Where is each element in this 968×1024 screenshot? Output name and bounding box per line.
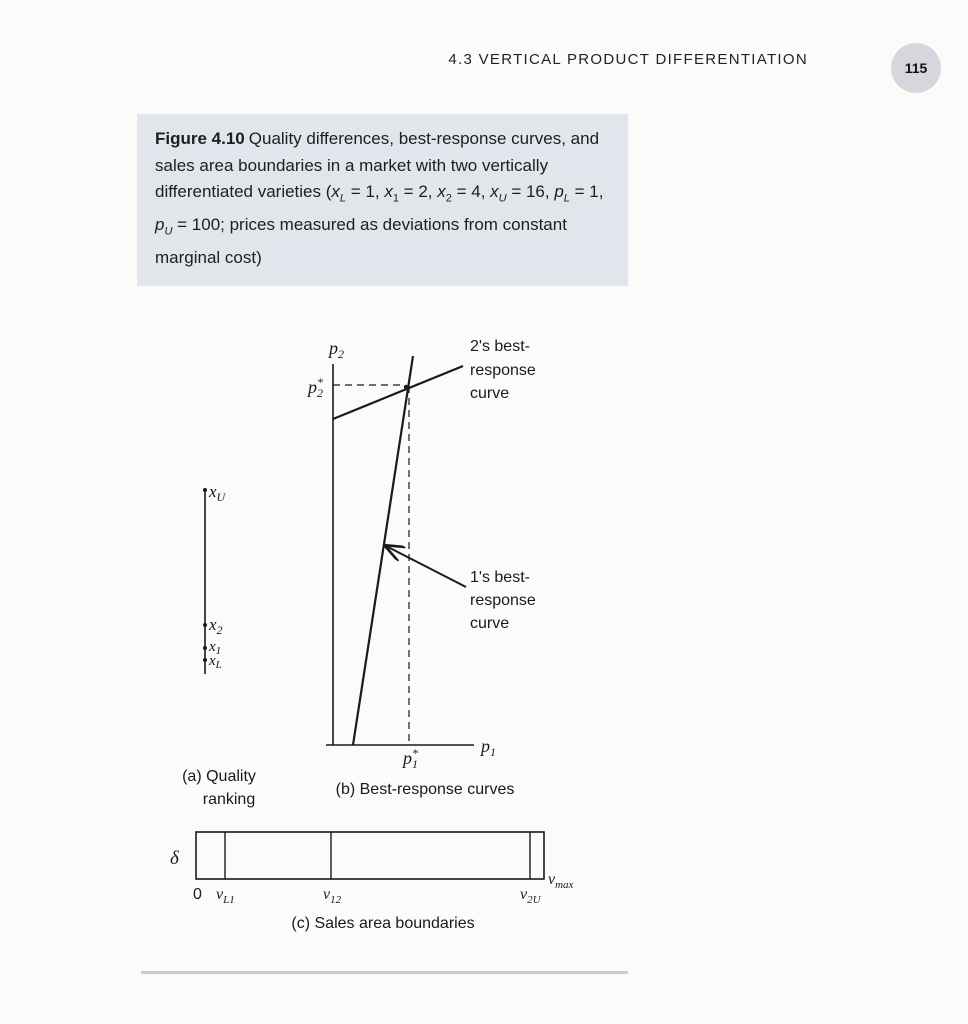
quality-point-xU <box>203 482 227 504</box>
param-xL-sub: L <box>339 192 347 205</box>
curve-1-label-line2: response <box>470 592 536 609</box>
curve-1-label <box>470 569 536 632</box>
curve-1-pointer-arrow-icon <box>386 546 466 587</box>
panel-a-caption-line1: (a) Quality <box>182 768 256 785</box>
figure-bottom-rule <box>141 971 628 974</box>
curve-2-label-line3: curve <box>470 385 510 402</box>
quality-point-dot <box>203 488 207 492</box>
figure-title: Quality differences, best-response curves, and sales area boundaries in a market with two vertically differentiated varieties <box>155 129 600 201</box>
param-xU-var: x <box>490 182 499 201</box>
quality-point-label: $x_2$ <box>209 615 223 637</box>
params-open: ( <box>325 182 332 201</box>
curve-1-label-line3: curve <box>470 615 510 632</box>
quality-point-label: $x_U$ <box>209 482 226 504</box>
param-pU-val: = 100; prices measured as deviations from constant marginal cost) <box>155 214 567 267</box>
curve-2-label <box>470 338 536 402</box>
delta-label: δ <box>170 848 179 869</box>
best-response-curve-2 <box>333 366 463 419</box>
quality-point-x2 <box>203 615 223 637</box>
zero-label: 0 <box>193 886 202 903</box>
p2-axis-label: $p_2$ <box>329 338 344 361</box>
quality-point-dot <box>203 623 207 627</box>
param-xU-val: = 16, <box>506 182 555 201</box>
quality-point-dot <box>203 646 207 650</box>
param-xL-val: = 1, <box>346 182 385 201</box>
param-x2-val: = 4, <box>451 182 491 201</box>
panel-a-caption-line2: ranking <box>202 791 256 808</box>
curve-2-label-line1: 2's best- <box>470 338 530 355</box>
sales-area-bar <box>196 832 544 879</box>
panel-b-caption: (b) Best-response curves <box>335 781 515 798</box>
param-x1-sub: 1 <box>392 192 399 205</box>
param-x2-var: x <box>437 182 446 201</box>
param-x2-sub: 2 <box>445 192 452 205</box>
quality-point-dot <box>203 658 207 662</box>
panel-c-caption: (c) Sales area boundaries <box>291 915 475 932</box>
param-pL-sub: L <box>563 192 570 205</box>
p2-star-label: p* 2 <box>308 375 323 400</box>
v12-label: $v_{12}$ <box>323 886 342 906</box>
param-pL-val: = 1, <box>569 182 604 201</box>
best-response-curve-1 <box>353 356 413 745</box>
running-header: 4.3 VERTICAL PRODUCT DIFFERENTIATION <box>448 51 808 68</box>
param-pU-var: p <box>155 214 165 234</box>
quality-point-label: $x_L$ <box>209 653 222 671</box>
curve-1-label-line1: 1's best- <box>470 569 530 586</box>
param-xU-sub: U <box>498 192 507 205</box>
figure-label: Figure 4.10 <box>155 129 245 148</box>
vL1-label: $v_{L1}$ <box>216 886 235 906</box>
p1-axis-label: $p_1$ <box>481 736 496 759</box>
curve-2-label-line2: response <box>470 362 536 379</box>
param-xL-var: x <box>331 182 340 201</box>
quality-point-label: $x_1$ <box>209 639 222 657</box>
page-number-badge: 115 <box>891 43 941 93</box>
vmax-label: $v_{max}$ <box>548 871 574 891</box>
p1-star-label: p* 1 <box>403 746 418 771</box>
param-x1-var: x <box>384 182 393 201</box>
param-x1-val: = 2, <box>398 182 438 201</box>
equilibrium-point <box>404 385 408 389</box>
v2U-label: $v_{2U}$ <box>520 886 541 906</box>
param-pU-sub: U <box>164 225 173 238</box>
param-pL-var: p <box>554 182 564 201</box>
